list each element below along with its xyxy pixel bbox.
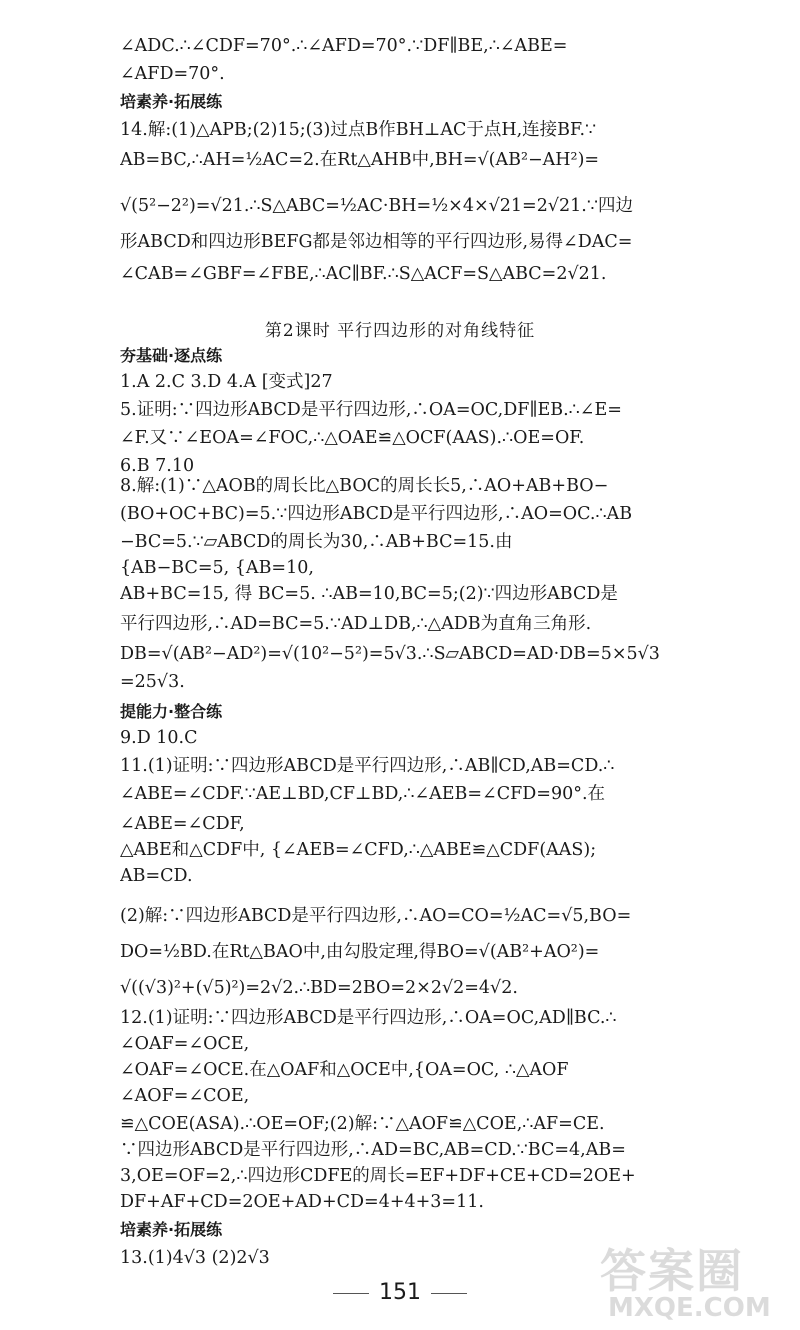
text-line: DF+AF+CD=2OE+AD+CD=4+4+3=11.: [120, 1192, 484, 1212]
text-line: =25√3.: [120, 672, 185, 692]
system-equation-line: {AB−BC=5, {AB=10,: [120, 558, 314, 578]
text-line: 14.解:(1)△APB;(2)15;(3)过点B作BH⊥AC于点H,连接BF.∵: [120, 120, 597, 140]
text-line: 形ABCD和四边形BEFG都是邻边相等的平行四边形,易得∠DAC=: [120, 232, 633, 252]
section-heading: 提能力·整合练: [120, 702, 223, 721]
text-line: (2)解:∵四边形ABCD是平行四边形,∴AO=CO=½AC=√5,BO=: [120, 906, 632, 926]
text-line: 5.证明:∵四边形ABCD是平行四边形,∴OA=OC,DF∥EB.∴∠E=: [120, 400, 622, 420]
text-line: AB=BC,∴AH=½AC=2.在Rt△AHB中,BH=√(AB²−AH²)=: [120, 150, 600, 170]
system-equation-line: △ABE和△CDF中, {∠AEB=∠CFD,∴△ABE≌△CDF(AAS);: [120, 840, 597, 860]
text-line: 平行四边形,∴AD=BC=5.∵AD⊥DB,∴△ADB为直角三角形.: [120, 614, 592, 634]
section-heading: 培素养·拓展练: [120, 92, 223, 111]
page-number-dash-right: [431, 1293, 467, 1294]
text-line: (BO+OC+BC)=5.∵四边形ABCD是平行四边形,∴AO=OC.∴AB: [120, 504, 633, 524]
system-equation-line: AB=CD.: [120, 866, 193, 886]
page-number-value: 151: [379, 1280, 421, 1305]
text-line: 1.A 2.C 3.D 4.A [变式]27: [120, 372, 333, 392]
lesson-title: 第2课时 平行四边形的对角线特征: [264, 321, 536, 341]
text-line: 11.(1)证明:∵四边形ABCD是平行四边形,∴AB∥CD,AB=CD.∴: [120, 756, 615, 776]
text-line: DB=√(AB²−AD²)=√(10²−5²)=5√3.∴S▱ABCD=AD·DB=5×5√3: [120, 644, 660, 664]
watermark-url: MXQE.COM: [608, 1293, 771, 1323]
text-line: ∠CAB=∠GBF=∠FBE,∴AC∥BF.∴S△ACF=S△ABC=2√21.: [120, 264, 607, 284]
system-equation-line: ∠ABE=∠CDF,: [120, 814, 245, 834]
watermark-logo: [600, 1235, 790, 1325]
system-equation-line: ∠OAF=∠OCE,: [120, 1034, 250, 1054]
text-line: DO=½BD.在Rt△BAO中,由勾股定理,得BO=√(AB²+AO²)=: [120, 942, 600, 962]
section-heading: 夯基础·逐点练: [120, 346, 223, 365]
text-line: ∠AFD=70°.: [120, 64, 225, 84]
text-line: √(5²−2²)=√21.∴S△ABC=½AC·BH=½×4×√21=2√21.∵四边: [120, 196, 633, 216]
page-number-dash-left: [333, 1293, 369, 1294]
text-line: ≌△COE(ASA).∴OE=OF;(2)解:∵△AOF≌△COE,∴AF=CE.: [120, 1114, 605, 1134]
text-line: −BC=5.∵▱ABCD的周长为30,∴AB+BC=15.由: [120, 532, 513, 552]
text-line: 9.D 10.C: [120, 728, 198, 748]
system-equation-line: ∠AOF=∠COE,: [120, 1086, 250, 1106]
system-equation-line: ∠OAF=∠OCE.在△OAF和△OCE中,{OA=OC, ∴△AOF: [120, 1060, 569, 1080]
text-line: 6.B 7.10: [120, 456, 195, 476]
text-line: 8.解:(1)∵△AOB的周长比△BOC的周长长5,∴AO+AB+BO−: [120, 476, 609, 496]
text-line: ∠ADC.∴∠CDF=70°.∴∠AFD=70°.∵DF∥BE,∴∠ABE=: [120, 36, 568, 56]
system-equation-line: AB+BC=15, 得 BC=5. ∴AB=10,BC=5;(2)∵四边形ABCD是: [120, 584, 618, 604]
text-line: 12.(1)证明:∵四边形ABCD是平行四边形,∴OA=OC,AD∥BC.∴: [120, 1008, 617, 1028]
section-heading: 培素养·拓展练: [120, 1220, 223, 1239]
text-line: ∠F.又∵∠EOA=∠FOC,∴△OAE≌△OCF(AAS).∴OE=OF.: [120, 428, 585, 448]
text-line: √((√3)²+(√5)²)=2√2.∴BD=2BO=2×2√2=4√2.: [120, 978, 518, 998]
watermark-title: 答案圈: [600, 1244, 744, 1298]
text-line: 13.(1)4√3 (2)2√3: [120, 1248, 270, 1268]
text-line: ∠ABE=∠CDF.∵AE⊥BD,CF⊥BD,∴∠AEB=∠CFD=90°.在: [120, 784, 606, 804]
text-line: 3,OE=OF=2,∴四边形CDFE的周长=EF+DF+CE+CD=2OE+: [120, 1166, 636, 1186]
text-line: ∵四边形ABCD是平行四边形,∴AD=BC,AB=CD.∵BC=4,AB=: [120, 1140, 626, 1160]
